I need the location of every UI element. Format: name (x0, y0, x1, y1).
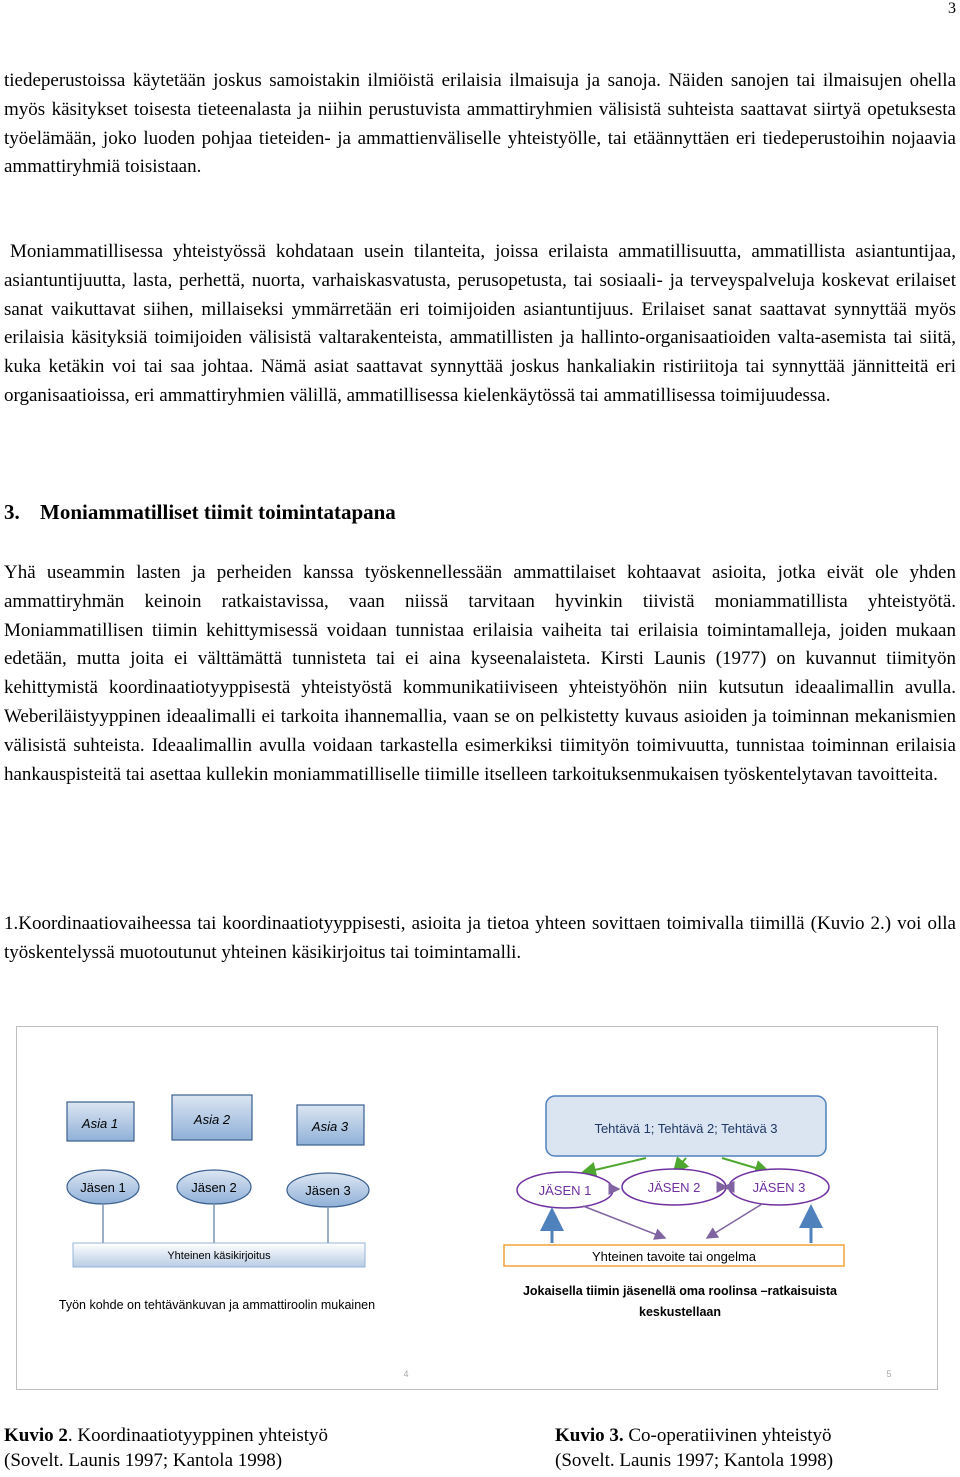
slide-number-5: 5 (886, 1369, 892, 1379)
asia-3-label: Asia 3 (311, 1119, 349, 1134)
member-arrow (583, 1206, 665, 1238)
cooperative-diagram (504, 1096, 892, 1379)
jasen-3-label: Jäsen 3 (305, 1183, 351, 1198)
paragraph-1: tiedeperustoissa käytetään joskus samoistakin ilmiöistä erilaisia ilmaisuja ja sanoja. Näiden sanojen tai ilmaisujen ohella myös käsitykset toisesta tieteenalasta ja niihin perustuvista ammattiryhmien välisistä suhteista saattavat siirtyä opetuksesta työelämään, joko luoden pohjaa tieteiden- ja ammattienväliselle yhteistyölle, tai etäännyttäen eri tiedeperustoihin nojaavia ammattiryhmiä toisistaan. (4, 70, 956, 178)
paragraph-4: 1.Koordinaatiovaiheessa tai koordinaatiotyyppisesti, asioita ja tietoa yhteen sovittaen toimivalla tiimillä (Kuvio 2.) voi olla työskentelyssä muotoutunut yhteinen käsikirjoitus tai toimintamalli. (4, 913, 956, 963)
jasen-1-label: Jäsen 1 (80, 1180, 126, 1195)
asia-1-label: Asia 1 (81, 1116, 119, 1131)
right-bottom-text-1: Jokaisella tiimin jäsenellä oma roolinsa –ratkaisuista (522, 1284, 838, 1298)
caption-left-source: (Sovelt. Launis 1997; Kantola 1998) (4, 1449, 283, 1471)
section-number: 3. (4, 500, 20, 524)
member-arrow (707, 1204, 762, 1238)
member-3-label: JÄSEN 3 (752, 1180, 806, 1195)
member-1-label: JÄSEN 1 (538, 1183, 592, 1198)
slide-number-4: 4 (403, 1369, 409, 1379)
right-bottom-text-2: keskustellaan (639, 1305, 721, 1319)
shared-script-label: Yhteinen käsikirjoitus (167, 1250, 271, 1262)
coordination-diagram (59, 1095, 409, 1379)
caption-left (4, 1424, 328, 1473)
caption-right-title: Co-operatiivinen yhteistyö (623, 1425, 832, 1446)
jasen-2-label: Jäsen 2 (191, 1180, 237, 1195)
caption-right-label: Kuvio 3. (555, 1425, 624, 1446)
section-title: Moniammatilliset tiimit toimintatapana (40, 500, 396, 524)
paragraph-3: Yhä useammin lasten ja perheiden kanssa työskennellessään ammattilaiset kohtaavat asioita, jotka eivät ole yhden ammattiryhmän keinoin ratkaistavissa, vaan niissä tarvitaan hyvinkin tiivistä moniammatillista yhteistyötä. Moniammatillisen tiimin kehittymisessä voidaan tunnistaa erilaisia vaiheita tai erilaisia toimintamalleja, joiden mukaan edetään, mutta joita ei välttämättä tunnisteta tai ei aina kyseenalaisteta. Kirsti Launis (1977) on kuvannut tiimityön kehittymistä koordinaatiotyyppisestä yhteistyöstä kommunikatiiviseen yhteistyöhön niin kutsutun ideaalimallin avulla. Weberiläistyyppinen ideaalimalli ei tarkoita ihannemallia, vaan se on pelkistetty kuvaus asioiden ja toiminnan mekanismien välisistä suhteista. Ideaalimallin avulla voidaan tarkastella esimerkiksi tiimityön toimivuutta, tunnistaa toiminnan erilaisia hankauspisteitä tai asettaa kullekin moniammatilliselle tiimille itselleen tarkoituksenmukaisen työskentelytavan tavoitteita. (4, 562, 956, 785)
figure-container (16, 1026, 938, 1390)
figure-diagrams (17, 1027, 937, 1389)
caption-right-source: (Sovelt. Launis 1997; Kantola 1998) (555, 1449, 834, 1471)
page-number: 3 (948, 0, 956, 17)
caption-right (555, 1424, 833, 1473)
paragraph-2: Moniammatillisessa yhteistyössä kohdataan usein tilanteita, joissa erilaista ammatillisuutta, ammatillista asiantuntijaa, asiantuntijuutta, lasta, perhettä, nuorta, varhaiskasvatusta, perusopetusta, tai sosiaali- ja terveyspalveluja koskevat erilaiset sanat vaikuttavat siihen, millaiseksi ymmärretään eri toimijoiden asiantuntijuus. Erilaiset sanat saattavat synnyttää myös erilaisia käsityksiä toimijoiden välisistä valtarakenteista, ammatillisten ja hallinto-organisaatioiden valta-asemista tai siitä, kuka ketäkin voi tai saa johtaa. Nämä asiat saattavat synnyttää joskus hankaliakin ristiriitoja tai synnyttää jännitteitä eri organisaatioissa, eri ammattiryhmien välillä, ammatillisessa kielenkäytössä tai ammatillisessa toimijuudessa. (4, 241, 956, 406)
section-heading (4, 500, 396, 525)
tasks-label: Tehtävä 1; Tehtävä 2; Tehtävä 3 (594, 1121, 778, 1136)
task-arrow (582, 1158, 646, 1173)
caption-left-title: . Koordinaatiotyyppinen yhteistyö (67, 1425, 329, 1446)
asia-2-label: Asia 2 (193, 1112, 231, 1127)
goal-label: Yhteinen tavoite tai ongelma (591, 1249, 757, 1264)
left-bottom-text: Työn kohde on tehtävänkuvan ja ammattiroolin mukainen (58, 1298, 376, 1312)
member-2-label: JÄSEN 2 (647, 1180, 701, 1195)
caption-left-label: Kuvio 2 (4, 1425, 68, 1446)
